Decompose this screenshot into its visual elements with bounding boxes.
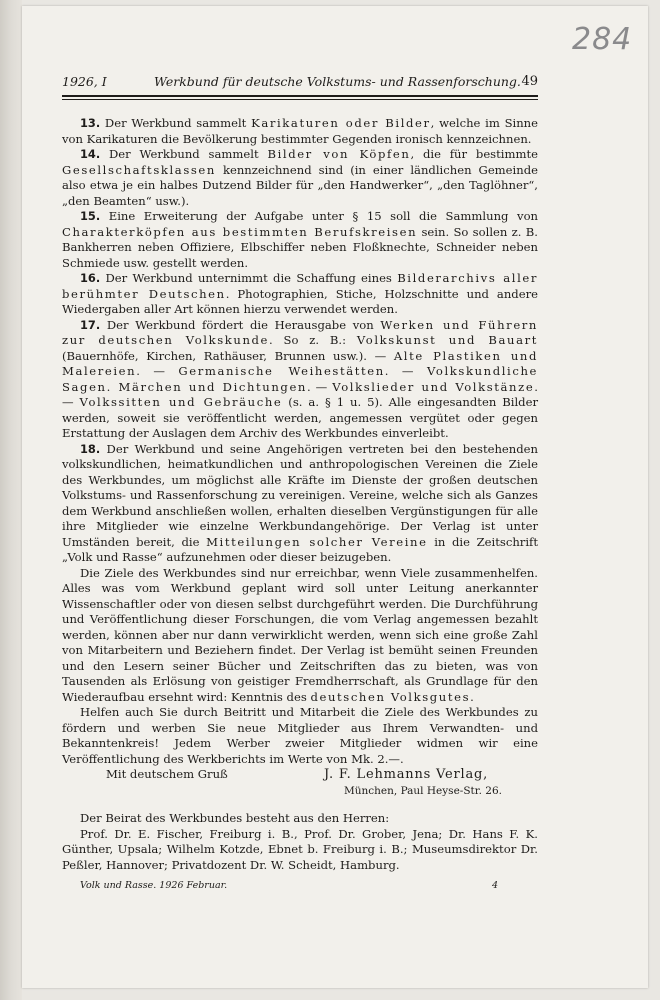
running-head-volume: 1926, I xyxy=(62,74,107,89)
closing-paragraph-2: Helfen auch Sie durch Beitritt und Mitarbeit die Ziele des Werkbundes zu fördern und werben Sie neue Mitglieder aus Ihrem Verwandten- und Bekanntenkreis! Jedem Werber zweier Mitglieder widmen wir eine Veröffentlichung des Werkberichts im Werte von Mk. 2.—. xyxy=(62,705,538,766)
item-text: Eine Erweiterung der Aufgabe unter § 15 soll die Sammlung von xyxy=(108,209,539,223)
item-text: . So z. B.: xyxy=(269,333,357,347)
closing-text-end: . xyxy=(470,689,474,704)
closing-text: Die Ziele des Werkbundes sind nur erreichbar, wenn Viele zusammenhelfen. Alles was vom Werkbund geplant wird soll unter Leitung anerkannter Wissenschaftler oder von diesen selbst durchgeführt werden. Die Durchführung und Veröffentlichung dieser Forschungen, die vom Verlag angemessen bezahlt werden, können aber nur dann verwirklicht werden, wenn sich eine große Zahl von Mitarbeitern und Beziehern findet. Der Verlag ist bemüht seinen Freunden und den Lesern seiner Bücher und Zeitschriften das zu bieten, was von Tausenden als Erlösung von geistiger Fremdherrschaft, als Grundlage für den Wiederaufbau ersehnt wird: Kenntnis des xyxy=(62,565,538,704)
item-text: , welche im Sinne von Karikaturen die Bevölkerung bestimmter Gegenden ironisch kennzeichnen. xyxy=(62,116,539,146)
spaced-emphasis: Volkslieder und Volkstänze xyxy=(332,379,535,394)
item-15 xyxy=(62,209,538,271)
item-text: Der Werkbund fördert die Herausgabe von xyxy=(106,317,381,332)
spaced-emphasis: Volkskunst und Bauart xyxy=(356,333,538,347)
item-text: (s. a. § 1 u. 5). Alle eingesandten Bilder werden, soweit sie veröffentlicht werden, angemessen vergütet oder gegen Erstattung der Auslagen dem Archiv des Werkbundes einverleibt. xyxy=(62,395,538,440)
publisher-address: München, Paul Heyse-Str. 26. xyxy=(344,785,502,797)
item-text: . — xyxy=(62,379,538,409)
signature-block xyxy=(62,767,538,799)
running-head xyxy=(62,74,538,94)
item-text: Der Werkbund sammelt xyxy=(104,116,252,130)
item-number: 13. xyxy=(80,116,101,130)
item-text: Der Werkbund und seine Angehörigen vertreten bei den bestehenden volkskundlichen, heimatkundlichen und anthropologischen Vereinen die Ziele des Werkbundes, um möglichst alle Kräfte im Dienste der großen deutschen Volkstums- und Rassenforschung zu vereinigen. Vereine, welche sich als Ganzes dem Werkbund anschließen wollen, erhalten dieselben Vergünstigungen für alle ihre Mitglieder wie einzelne Werkbundangehörige. Der Verlag ist unter Umständen bereit, die xyxy=(62,441,539,549)
spaced-emphasis: Werken und Führern zur deutschen Volkskunde xyxy=(62,317,538,347)
spaced-emphasis: Bilder von Köpfen xyxy=(267,147,411,161)
board-intro: Der Beirat des Werkbundes besteht aus den Herren: xyxy=(80,811,390,825)
item-16 xyxy=(62,271,538,318)
publisher-name: J. F. Lehmanns Verlag, xyxy=(324,767,489,782)
item-text: (Bauernhöfe, Kirchen, Rathäuser, Brunnen usw.). — xyxy=(62,348,394,363)
item-text: kennzeichnend sind (in einer ländlichen Gemeinde also etwa je ein halbes Dutzend Bilder für „den Handwerker“, „den Taglöhner“, „den Beamten“ usw.). xyxy=(62,162,538,208)
header-rule-thin xyxy=(62,99,538,100)
header-rule-thick xyxy=(62,95,538,97)
item-number: 15. xyxy=(80,209,101,223)
board-members: Prof. Dr. E. Fischer, Freiburg i. B., Prof. Dr. Grober, Jena; Dr. Hans F. K. Günther, Upsala; Wilhelm Kotzde, Ebnet b. Freiburg i. B.; Museumsdirektor Dr. Peßler, Hannover; Privatdozent Dr. W. Scheidt, Hamburg. xyxy=(62,826,538,872)
item-text: . — xyxy=(306,379,333,394)
spaced-emphasis: Charakterköpfen aus bestimmten Berufskreisen xyxy=(62,224,418,239)
spaced-emphasis: Alte Plastiken und Malereien xyxy=(62,348,538,378)
spaced-emphasis: Mitteilungen solcher Vereine xyxy=(206,534,428,549)
spaced-emphasis: Volkskundliche Sagen. Märchen und Dichtungen xyxy=(62,364,538,394)
item-text: sein. So sollen z. B. Bankherren neben Offiziere, Elbschiffer neben Floßknechte, Schneider neben Schmiede usw. gestellt werden. xyxy=(62,224,538,270)
item-text: , die für bestimmte xyxy=(410,147,538,161)
book-spine xyxy=(0,0,22,1000)
page-number: 49 xyxy=(521,74,538,89)
item-number: 16. xyxy=(80,271,101,285)
item-text: . — xyxy=(384,364,427,378)
footer-journal: Volk und Rasse. 1926 Februar. xyxy=(80,880,228,891)
item-number: 14. xyxy=(80,147,101,161)
spaced-emphasis: Bilderarchivs aller berühmter Deutschen xyxy=(62,271,538,301)
item-text: Der Werkbund sammelt xyxy=(109,147,268,161)
spaced-emphasis: Gesellschaftsklassen xyxy=(62,162,216,177)
item-number: 18. xyxy=(80,441,101,456)
item-text: in die Zeitschrift „Volk und Rasse“ aufzunehmen oder dieser beizugeben. xyxy=(62,534,538,564)
spaced-emphasis: Karikaturen oder Bilder xyxy=(251,116,431,130)
footer-signature-mark: 4 xyxy=(491,880,498,891)
spaced-emphasis: Germanische Weihestätten xyxy=(178,364,385,378)
closing-paragraph-1 xyxy=(62,566,538,706)
item-text: Der Werkbund unternimmt die Schaffung eines xyxy=(105,271,398,285)
item-text: . Photographien, Stiche, Holzschnitte und andere Wiedergaben aller Art können hierzu verwendet werden. xyxy=(62,286,538,316)
item-number: 17. xyxy=(80,317,101,332)
body-text xyxy=(62,116,538,873)
item-14 xyxy=(62,147,538,209)
spaced-emphasis: deutschen Volksgutes xyxy=(310,689,471,704)
item-13 xyxy=(62,116,538,147)
item-text: . — xyxy=(136,364,179,378)
item-18 xyxy=(62,442,538,566)
greeting: Mit deutschem Gruß xyxy=(106,767,228,781)
item-17 xyxy=(62,318,538,442)
spaced-emphasis: Volkssitten und Gebräuche xyxy=(79,395,283,409)
handwritten-folio-number: 284 xyxy=(572,22,633,57)
running-head-title: Werkbund für deutsche Volkstums- und Rassenforschung. xyxy=(154,74,521,89)
